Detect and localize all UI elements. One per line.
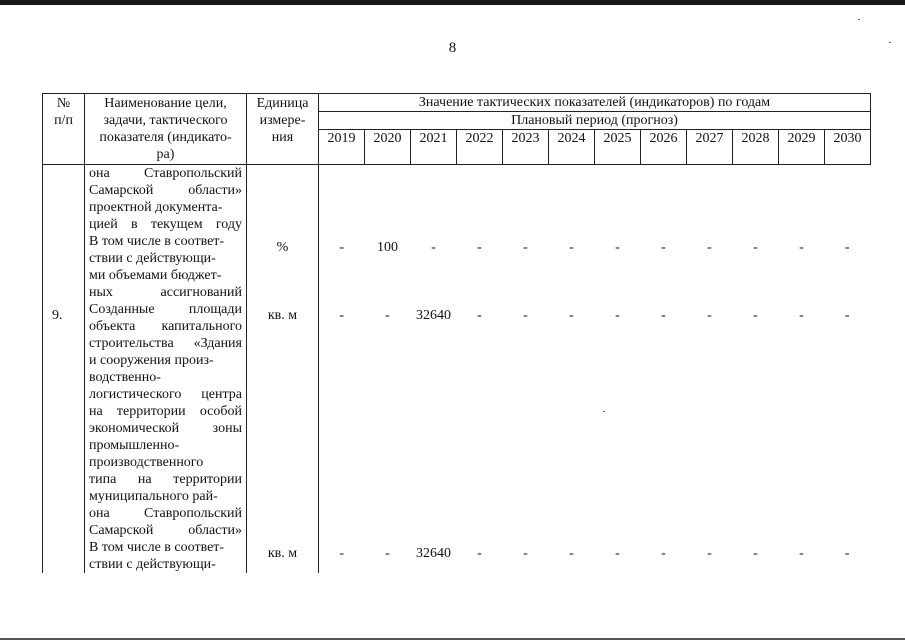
row-value-2020: - <box>385 308 390 323</box>
header-values-title: Значение тактических показателей (индикаторов) по годам <box>319 94 871 112</box>
row-name-line: производственного <box>89 455 204 470</box>
row-value-2023: - <box>523 546 528 561</box>
row-value-2028: - <box>753 546 758 561</box>
row-value-2027 <box>687 165 733 234</box>
row-name-line <box>89 386 242 403</box>
indicators-table <box>42 93 871 573</box>
table-header <box>43 94 871 165</box>
row-name-word: она <box>89 166 110 181</box>
row-name-word: капитального <box>161 319 242 334</box>
row-name-word: особой <box>199 404 242 419</box>
header-year: 2021 <box>411 130 457 165</box>
row-name-word: области» <box>188 523 242 538</box>
row-name-word: площади <box>188 302 242 317</box>
row-value-2030: - <box>844 240 850 255</box>
row-value-2028: - <box>753 308 758 323</box>
row-value-2021: - <box>431 240 436 255</box>
row-value-2022 <box>457 165 503 234</box>
row-value-2028 <box>733 165 779 234</box>
table-row <box>43 233 871 301</box>
row-name-line <box>89 318 242 335</box>
row-name-word: объекта <box>89 319 136 334</box>
row-value-2022: - <box>477 308 482 323</box>
row-value-2020: 100 <box>377 240 398 255</box>
scan-speck <box>889 42 891 43</box>
row-name-line: ствии с действующи- <box>89 557 216 572</box>
row-name-word: на <box>89 404 103 419</box>
row-name-word: цией <box>89 217 118 232</box>
row-name <box>85 165 247 234</box>
header-name-line: показателя (индикато- <box>99 130 232 145</box>
header-name-line: ра) <box>156 147 175 162</box>
row-name-line <box>89 335 242 352</box>
row-number <box>43 165 85 234</box>
row-value-2029 <box>779 165 825 234</box>
row-name-word: Ставропольский <box>144 166 242 181</box>
header-name-line: задачи, тактического <box>103 113 228 128</box>
row-value-2029: - <box>799 240 804 255</box>
row-value-2020 <box>365 165 411 234</box>
table-row <box>43 539 871 573</box>
row-name-line: В том числе в соответ- <box>89 540 225 555</box>
row-value-2023 <box>503 165 549 234</box>
row-value-2029: - <box>799 308 804 323</box>
row-name-line: водственно- <box>89 370 161 385</box>
row-value-2024 <box>549 165 595 234</box>
row-value-2026: - <box>661 308 666 323</box>
row-name-word: году <box>215 217 242 232</box>
row-name-word: на <box>137 472 152 487</box>
row-name-line: муниципального рай- <box>89 489 218 504</box>
row-value-2024: - <box>569 308 574 323</box>
row-value-2019: - <box>339 546 345 561</box>
row-unit: % <box>247 233 319 301</box>
scan-speck <box>858 19 860 20</box>
row-name-word: территории <box>116 404 186 419</box>
row-name-word: в <box>130 217 138 232</box>
header-unit-line: Единица <box>256 96 309 111</box>
row-name-word: Самарской <box>89 183 154 198</box>
row-name-word: типа <box>89 472 117 487</box>
row-name-line <box>89 420 242 437</box>
row-value-2028: - <box>753 240 758 255</box>
row-name-word: логистического <box>89 387 182 402</box>
row-value-2023: - <box>523 240 528 255</box>
header-unit-line: ния <box>271 130 294 145</box>
row-name-line <box>89 284 242 301</box>
row-value-2030: - <box>844 546 850 561</box>
row-name-line <box>89 522 242 539</box>
row-name-word: «Здания <box>193 336 242 351</box>
row-name-word: она <box>89 506 110 521</box>
row-value-2020: - <box>385 546 390 561</box>
row-name-word: области» <box>188 183 242 198</box>
row-name <box>85 539 247 573</box>
header-year: 2028 <box>733 130 779 165</box>
row-name-line <box>89 165 242 182</box>
row-value-2025: - <box>615 546 620 561</box>
row-name-line <box>89 216 242 233</box>
row-name <box>85 233 247 301</box>
header-year: 2019 <box>319 130 365 165</box>
row-name-line: и сооружения произ- <box>89 353 214 368</box>
row-name-line: ми объемами бюджет- <box>89 268 222 283</box>
row-value-2025: - <box>615 308 620 323</box>
row-name-line: ствии с действующи- <box>89 251 216 266</box>
header-number-line: п/п <box>54 113 73 128</box>
row-name-line <box>89 301 242 318</box>
row-name-word: центра <box>201 387 242 402</box>
row-name-line: В том числе в соответ- <box>89 234 225 249</box>
row-name-word: строительства <box>89 336 174 351</box>
header-year: 2027 <box>687 130 733 165</box>
row-value-2026 <box>641 165 687 234</box>
row-value-2024: - <box>569 240 574 255</box>
top-border-rule <box>0 0 905 5</box>
row-number: 9. <box>43 301 85 539</box>
row-value-2022: - <box>477 240 482 255</box>
row-name-word: Созданные <box>89 302 155 317</box>
header-name-line: Наименование цели, <box>104 96 227 111</box>
row-value-2027: - <box>707 240 712 255</box>
page-number: 8 <box>448 40 457 56</box>
row-value-2019 <box>319 165 365 234</box>
row-name-word: экономической <box>89 421 180 436</box>
header-name <box>85 94 247 165</box>
header-year: 2026 <box>641 130 687 165</box>
row-number <box>43 539 85 573</box>
row-name-word: ных <box>89 285 113 300</box>
row-value-2025 <box>595 165 641 234</box>
header-period: Плановый период (прогноз) <box>319 112 871 130</box>
row-name-word: Самарской <box>89 523 154 538</box>
header-year: 2029 <box>779 130 825 165</box>
header-unit <box>247 94 319 165</box>
row-name-word: ассигнований <box>160 285 242 300</box>
row-name-line <box>89 471 242 488</box>
row-value-2023: - <box>523 308 528 323</box>
row-value-2021: 32640 <box>416 546 451 561</box>
row-name-line: проектной документа- <box>89 200 223 215</box>
row-name <box>85 301 247 539</box>
row-value-2021 <box>411 165 457 234</box>
table-row <box>43 301 871 539</box>
row-value-2019: - <box>339 240 345 255</box>
header-year: 2020 <box>365 130 411 165</box>
row-unit <box>247 165 319 234</box>
row-name-line <box>89 505 242 522</box>
row-value-2026: - <box>661 240 666 255</box>
row-name-line: промышленно- <box>89 438 180 453</box>
row-value-2027: - <box>707 308 712 323</box>
row-name-word: зоны <box>212 421 242 436</box>
header-year: 2030 <box>825 130 871 165</box>
header-year: 2025 <box>595 130 641 165</box>
table-body <box>43 165 871 574</box>
row-value-2024: - <box>569 546 574 561</box>
header-number <box>43 94 85 165</box>
table-row <box>43 165 871 234</box>
row-unit: кв. м <box>247 539 319 573</box>
row-value-2027: - <box>707 546 712 561</box>
row-name-word: текущем <box>150 217 203 232</box>
row-value-2030 <box>825 165 871 234</box>
row-value-2025: - <box>615 240 620 255</box>
scan-speck <box>603 411 605 412</box>
row-value-2026: - <box>661 546 666 561</box>
row-value-2029: - <box>799 546 804 561</box>
row-value-2019: - <box>339 308 345 323</box>
header-year: 2023 <box>503 130 549 165</box>
row-unit: кв. м <box>247 301 319 539</box>
row-name-word: территории <box>173 472 242 487</box>
row-value-2022: - <box>477 546 482 561</box>
header-number-line: № <box>56 96 71 111</box>
row-number <box>43 233 85 301</box>
header-unit-line: измере- <box>259 113 306 128</box>
row-name-line <box>89 182 242 199</box>
row-value-2030: - <box>844 308 850 323</box>
row-name-line <box>89 403 242 420</box>
row-name-word: Ставропольский <box>144 506 242 521</box>
header-year: 2022 <box>457 130 503 165</box>
row-value-2021: 32640 <box>416 308 451 323</box>
header-year: 2024 <box>549 130 595 165</box>
